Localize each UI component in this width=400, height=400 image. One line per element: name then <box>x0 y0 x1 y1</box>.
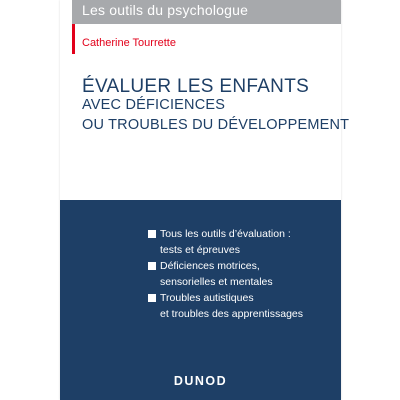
author-accent-line <box>72 24 75 54</box>
author-name: Catherine Tourrette <box>82 37 176 49</box>
feature-line: Déficiences motrices, <box>160 260 260 272</box>
feature-list <box>148 226 303 322</box>
publisher-logo: DUNOD <box>173 374 228 388</box>
feature-item <box>148 226 303 258</box>
feature-line: tests et épreuves <box>160 244 240 256</box>
feature-line: et troubles des apprentissages <box>160 308 304 320</box>
square-bullet-icon <box>148 262 156 270</box>
feature-item <box>148 258 303 290</box>
square-bullet-icon <box>148 230 156 238</box>
series-label: Les outils du psychologue <box>82 2 249 18</box>
book-subtitle-line-2: OU TROUBLES DU DÉVELOPPEMENT <box>82 117 350 133</box>
feature-line: Troubles autistiques <box>160 292 254 304</box>
square-bullet-icon <box>148 294 156 302</box>
feature-line: sensorielles et mentales <box>160 276 273 288</box>
feature-line: Tous les outils d’évaluation : <box>160 228 291 240</box>
feature-item <box>148 290 303 322</box>
book-title: ÉVALUER LES ENFANTS <box>82 76 310 97</box>
book-subtitle-line-1: AVEC DÉFICIENCES <box>82 97 226 113</box>
